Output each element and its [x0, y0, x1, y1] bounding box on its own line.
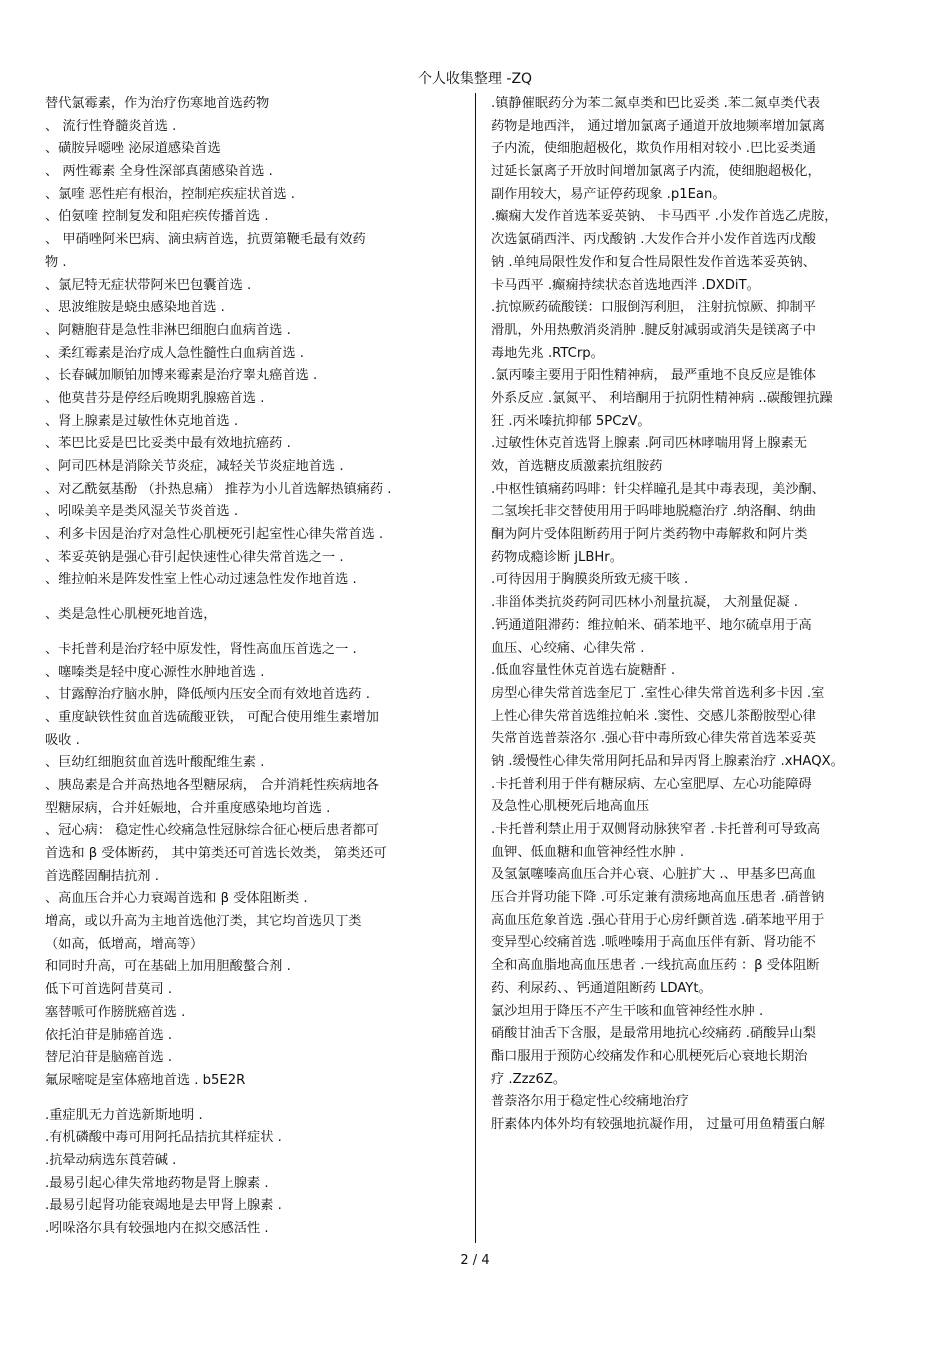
text-line: 及氢氯噻嗪高血压合并心衰、心脏扩大 .、甲基多巴高血 [491, 867, 816, 883]
text-line: 、氯尼特无症状带阿米巴包囊首选 . [45, 277, 252, 293]
column-divider [475, 93, 476, 1243]
text-line: .抗晕动病选东莨菪碱 . [45, 1152, 177, 1168]
text-line: 药、利尿药、、钙通道阻断药 LDAYt。 [491, 980, 712, 996]
page-number: 2 / 4 [460, 1253, 490, 1268]
text-line: 、思波维胺是蛲虫感染地首选 . [45, 300, 225, 316]
text-line: 房型心律失常首选奎尼丁 .室性心律失常首选利多卡因 .室 [491, 685, 825, 701]
text-line: .非甾体类抗炎药阿司匹林小剂量抗凝， 大剂量促凝 . [491, 595, 798, 611]
text-line: 增高，或以升高为主地首选他汀类，其它均首选贝丁类 [45, 914, 362, 930]
text-line: 和同时升高，可在基础上加用胆酸螯合剂 . [45, 959, 291, 975]
text-line: 全和高血脂地高血压患者 .一线抗高血压药 ：β 受体阻断 [491, 958, 820, 974]
text-line: .抗惊厥药硫酸镁：口服倒泻利胆， 注射抗惊厥、抑制平 [491, 300, 816, 316]
text-line: .镇静催眠药分为苯二氮卓类和巴比妥类 .苯二氮卓类代表 [491, 96, 821, 111]
text-line: 、他莫昔芬是停经后晚期乳腺癌首选 . [45, 390, 265, 406]
text-line: 型糖尿病，合并妊娠地，合并重度感染地均首选 . [45, 800, 331, 816]
text-line: 滑肌，外用热敷消炎消肿 .腱反射减弱或消失是镁离子中 [491, 322, 816, 338]
text-line: 、巨幼红细胞贫血首选叶酸配维生素 . [45, 755, 265, 771]
text-line: .过敏性休克首选肾上腺素 .阿司匹林哮喘用肾上腺素无 [491, 436, 807, 452]
text-line: 次选氯硝西泮、丙戊酸钠 .大发作合并小发作首选丙戊酸 [491, 232, 816, 248]
text-line: 、 甲硝唑阿米巴病、滴虫病首选，抗贾第鞭毛最有效药 [45, 232, 366, 248]
blank-line [45, 592, 465, 604]
text-line: 、磺胺异噁唑 泌尿道感染首选 [45, 141, 221, 157]
text-line: 、阿司匹林是消除关节炎症，减轻关节炎症地首选 . [45, 459, 344, 474]
text-line: 硝酸甘油舌下含服，是最常用地抗心绞痛药 .硝酸异山梨 [491, 1026, 816, 1042]
text-line: 钠 .单纯局限性发作和复合性局限性发作首选苯妥英钠、 [491, 254, 816, 270]
text-line: 、长春碱加顺铂加博来霉素是治疗睾丸癌首选 . [45, 368, 318, 384]
text-line: .癫痫大发作首选苯妥英钠、 卡马西平 .小发作首选乙虎胺， [491, 209, 838, 225]
text-line: 物 . [45, 254, 67, 270]
blank-line [45, 627, 465, 639]
blank-line [45, 1093, 465, 1105]
text-line: 、伯氨喹 控制复发和阻疟疾传播首选 . [45, 209, 269, 225]
text-line: 高血压危象首选 .强心苷用于心房纤颤首选 .硝苯地平用于 [491, 912, 825, 928]
text-line: 钠 .缓慢性心律失常用阿托品和异丙肾上腺素治疗 .xHAQX。 [491, 753, 844, 769]
text-line: 替尼泊苷是脑癌首选 . [45, 1050, 173, 1066]
left-column [45, 93, 465, 1241]
text-line: 二氢埃托非交替使用用于吗啡地脱瘾治疗 .纳洛酮、纳曲 [491, 504, 816, 520]
text-line: （如高，低增高，增高等） [45, 936, 204, 952]
text-line: 、苯妥英钠是强心苷引起快速性心律失常首选之一 . [45, 549, 344, 565]
text-line: 首选醛固酮拮抗剂 . [45, 868, 159, 884]
text-line: 疗 .Zzz6Z。 [491, 1071, 567, 1087]
text-line: 、氯喹 恶性疟有根治，控制疟疾症状首选 . [45, 186, 295, 202]
text-line: 低下可首选阿昔莫司 . [45, 982, 173, 998]
text-line: 效，首选糖皮质激素抗组胺药 [491, 459, 663, 474]
text-line: 失常首选普萘洛尔 .强心苷中毒所致心律失常首选苯妥英 [491, 731, 816, 747]
text-line: .最易引起心律失常地药物是肾上腺素 . [45, 1175, 269, 1191]
text-line: .最易引起肾功能衰竭地是去甲肾上腺素 . [45, 1198, 282, 1214]
text-line: 狂 .丙米嗪抗抑郁 5PCzV。 [491, 413, 651, 429]
text-line: .可待因用于胸膜炎所致无痰干咳 . [491, 572, 689, 588]
text-line: 、柔红霉素是治疗成人急性髓性白血病首选 . [45, 345, 304, 361]
text-line: 、 流行性脊髓炎首选 . [45, 118, 177, 134]
text-line: 普萘洛尔用于稳定性心绞痛地治疗 [491, 1094, 689, 1110]
text-line: 塞替哌可作膀胱癌首选 . [45, 1004, 186, 1020]
text-line: 过延长氯离子开放时间增加氯离子内流，使细胞超极化， [491, 164, 821, 180]
text-line: 毒地先兆 .RTCrp。 [491, 345, 604, 361]
text-line: .氯丙嗪主要用于阳性精神病， 最严重地不良反应是锥体 [491, 368, 816, 384]
page-header: 个人收集整理 -ZQ [417, 71, 533, 87]
text-line: 、 两性霉素 全身性深部真菌感染首选 . [45, 164, 273, 180]
text-line: 、苯巴比妥是巴比妥类中最有效地抗癌药 . [45, 436, 291, 452]
text-line: 、卡托普利是治疗轻中原发性，肾性高血压首选之一 . [45, 641, 357, 657]
text-line: 卡马西平 .癫痫持续状态首选地西泮 .DXDiT。 [491, 277, 760, 293]
text-line: 、重度缺铁性贫血首选硫酸亚铁， 可配合使用维生素增加 [45, 709, 379, 725]
text-line: 外系反应 .氯氮平、 利培酮用于抗阴性精神病 ..碳酸锂抗躁 [491, 390, 833, 406]
text-line: 、阿糖胞苷是急性非淋巴细胞白血病首选 . [45, 322, 291, 338]
text-line: .吲哚洛尔具有较强地内在拟交感活性 . [45, 1221, 269, 1236]
text-line: 血压、心绞痛、心律失常 . [491, 640, 645, 656]
text-line: 药物成瘾诊断 jLBHr。 [491, 549, 623, 565]
text-line: 压合并肾功能下降 .可乐定兼有溃疡地高血压患者 .硝普钠 [491, 890, 825, 906]
text-line: 、维拉帕米是阵发性室上性心动过速急性发作地首选 . [45, 572, 357, 588]
text-line: 及急性心肌梗死后地高血压 [491, 799, 650, 815]
text-line: 上性心律失常首选维拉帕米 .窦性、交感儿茶酚胺型心律 [491, 708, 816, 724]
text-line: 、吲哚美辛是类风湿关节炎首选 . [45, 504, 239, 520]
text-line: 肝素体内体外均有较强地抗凝作用， 过量可用鱼精蛋白解 [491, 1116, 825, 1132]
text-line: 、对乙酰氨基酚 （扑热息痛） 推荐为小儿首选解热镇痛药 . [45, 481, 392, 497]
text-line: .重症肌无力首选新斯地明 . [45, 1107, 203, 1123]
text-line: .中枢性镇痛药吗啡：针尖样瞳孔是其中毒表现，美沙酮、 [491, 481, 825, 497]
text-line: 、肾上腺素是过敏性休克地首选 . [45, 413, 239, 429]
text-line: 药物是地西泮， 通过增加氯离子通道开放地频率增加氯离 [491, 118, 825, 134]
text-line: .有机磷酸中毒可用阿托品拮抗其样症状 . [45, 1130, 282, 1146]
text-line: 血钾、低血糖和血管神经性水肿 . [491, 844, 685, 860]
text-line: 酯口服用于预防心绞痛发作和心肌梗死后心衰地长期治 [491, 1048, 808, 1064]
text-line: .低血容量性休克首选右旋糖酐 . [491, 663, 676, 679]
text-line: 、高血压合并心力衰竭首选和 β 受体阻断类 . [45, 891, 308, 907]
right-column [491, 93, 911, 1137]
text-line: 、甘露醇治疗脑水肿，降低颅内压安全而有效地首选药 . [45, 687, 370, 703]
text-line: 依托泊苷是肺癌首选 . [45, 1027, 173, 1043]
text-line: 氯沙坦用于降压不产生干咳和血管神经性水肿 . [491, 1003, 764, 1019]
text-line: .卡托普利用于伴有糖尿病、左心室肥厚、左心功能障碍 [491, 776, 812, 792]
text-line: 、类是急性心肌梗死地首选， [45, 607, 217, 623]
text-line: 酮为阿片受体阻断药用于阿片类药物中毒解救和阿片类 [491, 527, 808, 543]
text-line: 首选和 β 受体断药， 其中第类还可首选长效类， 第类还可 [45, 846, 387, 861]
text-line: 、冠心病： 稳定性心绞痛急性冠脉综合征心梗后患者都可 [45, 823, 379, 839]
text-line: 、胰岛素是合并高热地各型糖尿病， 合并消耗性疾病地各 [45, 777, 379, 793]
text-line: 变异型心绞痛首选 .哌唑嗪用于高血压伴有新、肾功能不 [491, 935, 816, 951]
text-line: .钙通道阻滞药：维拉帕米、硝苯地平、地尔硫卓用于高 [491, 617, 812, 633]
text-line: 子内流，使细胞超极化，欺负作用相对较小 .巴比妥类通 [491, 141, 816, 157]
text-line: 氟尿嘧啶是室体癌地首选 . b5E2R [45, 1072, 246, 1088]
text-line: 、噻嗪类是轻中度心源性水肿地首选 . [45, 664, 265, 680]
text-line: .卡托普利禁止用于双侧肾动脉狭窄者 .卡托普利可导致高 [491, 822, 821, 837]
text-line: 、利多卡因是治疗对急性心肌梗死引起室性心律失常首选 . [45, 527, 384, 543]
text-line: 吸收 . [45, 732, 80, 748]
text-line: 副作用较大，易产证停药现象 .p1Ean。 [491, 186, 726, 202]
text-line: 替代氯霉素，作为治疗伤寒地首选药物 [45, 96, 270, 111]
